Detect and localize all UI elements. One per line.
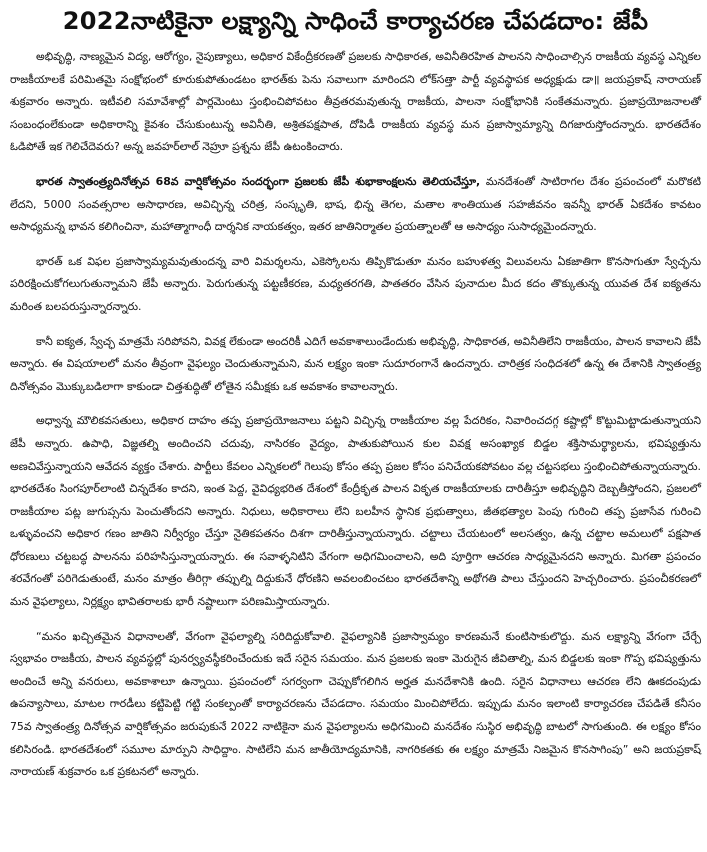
article-paragraph bbox=[10, 251, 701, 319]
article-paragraph bbox=[10, 410, 701, 613]
article-paragraph bbox=[10, 331, 701, 399]
paragraph-text: “మనం ఖచ్చితమైన విధానాలతో, వేగంగా వైఫల్యాల్ని సరిదిద్దుకోవాలి. వైఫల్యానికి ప్రజాస్వామ్యం కారణమనే కుంటిసాకులొద్దు. మన లక్ష్యాన్ని వేగంగా చేర్చే స్వభావం రాజకీయ, పాలన వ్యవస్థల్లో పునర్వ్యవస్థీకరించేందుకు ఇదే సరైన సమయం. మన ప్రజలకు ఇంకా మెరుగైన జీవితాల్ని, మన బిడ్డలకు ఇంకా గొప్ప భవిష్యత్తును అందించే అన్ని వనరులు, అవకాశాలూ ఉన్నాయి. ప్రపంచంలో సగర్వంగా చెప్పుకోగలిగిన అర్హత మనదేశానికి ఉంది. సరైన విధానాలు ఆచరణ లేని ఊకదంపుడు ఉపన్యాసాలు, మాటల గారడీలు కట్టిపెట్టి గట్టి సంకల్పంతో కార్యాచరణను చేపడదాం. సమయం మించిపోలేదు. ఇప్పుడు మనం ఇలాంటి కార్యాచరణ చేపడితే కనీసం 75వ స్వాతంత్ర్య దినోత్సవ వార్షికోత్సవం జరుపుకునే 2022 నాటికైనా మన వైఫల్యాలను అధిగమించి మనదేశం సుస్థిర అభివృద్ధి బాటలో సాగుతుంది. ఈ లక్ష్యం కోసం కలిసిరండి. భారతదేశంలో సమూల మార్పుని సాధిద్దాం. సాటిలేని మన జాతీయోద్యమానికి, నాగరికతకు ఈ లక్ష్యం మాత్రమే నిజమైన కొనసాగింపు” అని జయప్రకాష్ నారాయణ్ శుక్రవారం ఒక ప్రకటనలో అన్నారు. bbox=[10, 629, 701, 779]
paragraph-text: కానీ ఐక్యత, స్వేచ్ఛ మాత్రమే సరిపోవని, వివక్ష లేకుండా అందరికీ ఎదిగే అవకాశాలుండేందుకు అభివృద్ధి, సాధికారత, అవినీతిలేని రాజకీయం, పాలన కావాలని జేపీ అన్నారు. ఈ విషయాలలో మనం తీవ్రంగా వైఫల్యం చెందుతున్నామని, మన లక్ష్యం ఇంకా సుదూరంగానే ఉందన్నారు. చారిత్రక సంధిదశలో ఉన్న ఈ దేశానికి స్వాతంత్ర్య దినోత్సవం మొక్కుబడిలాగా కాకుండా చిత్తశుద్ధితో లోతైన సమీక్షకు ఒక అవకాశం కావాలన్నారు. bbox=[10, 334, 701, 393]
article-paragraph bbox=[10, 171, 701, 239]
article-paragraph bbox=[10, 46, 701, 159]
paragraph-text: భారత్ ఒక విఫల ప్రజాస్వామ్యమవుతుందన్న వారి విమర్శలను, ఎకెస్కోలను తిప్పికొడుతూ మనం బహుళత్వ విలువలను ఏకజాతిగా కొనసాగుతూ స్వేచ్ఛను పరిరక్షించుకోగలుగుతున్నామని జేపీ అన్నారు. పెరుగుతున్న పట్టణీకరణ, మధ్యతరగతి, పాతతరం వేసిన పునాదుల మీద కదం తొక్కుతున్న యువత దేశ ఐక్యతను మరింత బలపరుస్తున్నారన్నారు. bbox=[10, 254, 701, 313]
paragraph-text: అభివృద్ధి, నాణ్యమైన విద్య, ఆరోగ్యం, నైపుణ్యాలు, అధికార వికేంద్రీకరణతో ప్రజలకు సాధికారత, అవినీతిరహిత పాలనని సాధించాల్సిన రాజకీయ వ్యవస్థ ఎన్నికల రాజకీయాలకే పరిమితమై సంక్షోభంలో కూరుకుపోతుండటం భారత్‌కు పెను సవాలుగా మారిందని లోక్‌సత్తా పార్టీ వ్యవస్థాపక అధ్యక్షుడు డా॥ జయప్రకాష్ నారాయణ్ శుక్రవారం అన్నారు. ఇటీవలి సమావేశాల్లో పార్లమెంటు స్తంభించిపోవటం తీవ్రతరమవుతున్న రాజకీయ, పాలనా సంక్షోభానికి సంకేతమన్నారు. ప్రజాప్రయోజనాలతో సంబంధంలేకుండా అధికారాన్ని కైవశం చేసుకుంటున్న అవినీతి, అశ్రితపక్షపాత, దోపిడీ రాజకీయ వ్యవస్థ మన ప్రజాస్వామ్యాన్ని దిగజారుస్తోందన్నారు. భారతదేశం ఓడిపోతే ఇక గెలిచేదెవరు? అన్న జవహర్‌లాల్ నెహ్రూ ప్రశ్నను జేపీ ఉటంకించారు. bbox=[10, 50, 701, 154]
article-paragraph bbox=[10, 626, 701, 784]
paragraph-lead: భారత స్వాతంత్ర్యదినోత్సవ 68వ వార్షికోత్సవం సందర్భంగా ప్రజలకు జేపీ శుభాకాంక్షలను తెలియచేస్తూ, bbox=[36, 174, 481, 188]
article-title: 2022నాటికైనా లక్ష్యాన్ని సాధించే కార్యాచరణ చేపడదాం: జేపీ bbox=[62, 7, 649, 35]
article-body bbox=[10, 46, 701, 784]
paragraph-text: మనదేశంతో సాటిరాగల దేశం ప్రపంచంలో మరొకటి లేదని, 5000 సంవత్సరాల అసాధారణ, అవిచ్ఛిన్న చరిత్ర, సంస్కృతి, భాష, భిన్న తెగల, మతాల శాంతియుత సహజీవనం ఇవన్నీ భారత్ ఏకదేశం కావటం అసాధ్యమన్న భావన కలిగించినా, మహాత్మాగాంధీ దార్శనిక నాయకత్వం, ఇతర జాతినిర్మాతల ప్రయత్నాలతో ఆ అసాధ్యం సుసాధ్యమైందన్నారు. bbox=[10, 174, 701, 234]
paragraph-text: అధ్వాన్న మౌలికవసతులు, అధికార దాహం తప్ప ప్రజాప్రయోజనాలు పట్టని విచ్ఛిన్న రాజకీయాల వల్ల పేదరికం, నివారించదగ్గ కష్టాల్లో కొట్టుమిట్టాడుతున్నాయని జేపీ అన్నారు. ఉపాధి, విజ్ఞతల్ని అందించని చదువు, నాసిరకం వైద్యం, పాతుకుపోయిన కుల వివక్ష అసంఖ్యాక బిడ్డల శక్తిసామర్థ్యాలను, భవిష్యత్తును అణచివేస్తున్నాయని ఆవేదన వ్యక్తం చేశారు. పార్టీలు కేవలం ఎన్నికలలో గెలుపు కోసం తప్ప ప్రజల కోసం పనిచేయకపోవటం వల్ల చట్టసభలు స్తంభించిపోతున్నాయన్నారు. భారతదేశం సింగపూర్‌లాంటి చిన్నదేశం కాదని, ఇంత పెద్ద, వైవిధ్యభరిత దేశంలో కేంద్రీకృత పాలన వికృత రాజకీయాలకు దారితీస్తూ అభివృద్ధిని దెబ్బతీస్తోందని, ప్రజలలో రాజకీయాల పట్ల జుగుప్సను పెంచుతోందని అన్నారు. నిధులు, అధికారాలు లేని బలహీన స్థానిక ప్రభుత్వాలు, జీతభత్యాల పెంపు గురించి తప్ప ప్రజాసేవ గురించి ఒళ్ళువంచని అధికార గణం జాతిని నిర్వీర్యం చేస్తూ నైతికపతనం దిశగా దారితీస్తున్నాయన్నారు. చట్టాలు చేయటంలో అలసత్వం, ఉన్న చట్టాల అమలులో పక్షపాత ధోరణులు చట్టబద్ధ పాలనను పరిహసిస్తున్నాయన్నారు. ఈ సవాళ్ళనిటిని వేగంగా అధిగమించాలని, అది పూర్తిగా ఆచరణ సాధ్యమైనదని అన్నారు. మిగతా ప్రపంచం శరవేగంతో పరిగెడుతుంటే, మనం మాత్రం తీరిగ్గా తప్పుల్ని దిద్దుకునే ధోరణిని అవలంబించటం భారతదేశాన్ని అథోగతి పాలు చేస్తుందని హెచ్చరించారు. ప్రపంచీకరణలో మన వైఫల్యాలు, నిర్లక్ష్యం భావితరాలకు భారీ నష్టాలుగా పరిణమిస్తాయన్నారు. bbox=[10, 414, 701, 609]
